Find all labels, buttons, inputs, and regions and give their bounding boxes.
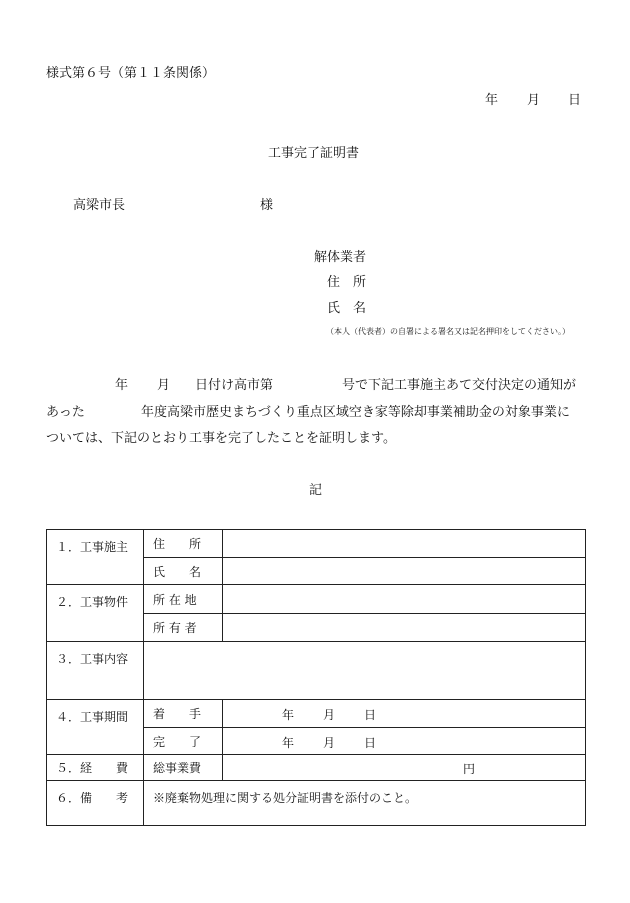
remarks-label: ６．備 考 [47,781,144,826]
ki-heading: 記 [309,483,323,498]
applicant-name-label: 氏 名 [327,301,367,316]
form-number: 様式第６号（第１１条関係） [46,66,216,81]
signature-note: （本人（代表者）の自署による署名又は記名押印をしてください。） [326,327,570,336]
table-row [47,530,586,558]
body-line-2 [46,405,585,421]
date-line [485,93,585,109]
expense-label: ５．経 費 [47,755,144,781]
property-location-field[interactable] [223,585,586,614]
start-year: 年 [282,708,295,722]
owner-address-field[interactable] [223,530,586,558]
page-title: 工事完了証明書 [268,146,360,161]
completion-month: 月 [323,736,336,750]
work-content-label: ３．工事内容 [47,642,144,700]
start-day: 日 [364,708,377,722]
remarks-note: ※廃棄物処理に関する処分証明書を添付のこと。 [144,781,586,826]
start-label: 着 手 [144,700,223,728]
body-dai: 第 [260,378,274,393]
table-row [47,642,586,700]
property-location-label: 所 在 地 [144,585,223,614]
owner-label: １．工事施主 [47,530,144,585]
table-row [47,781,586,826]
body-line-1 [46,378,585,394]
work-period-label: ４．工事期間 [47,700,144,755]
yen-unit: 円 [463,762,476,776]
owner-address-label: 住 所 [144,530,223,558]
total-cost-field[interactable] [223,755,586,781]
property-owner-label: 所 有 者 [144,614,223,642]
completion-year: 年 [282,736,295,750]
completion-day: 日 [364,736,377,750]
owner-name-label: 氏 名 [144,558,223,585]
work-content-field[interactable] [144,642,586,700]
date-day: 日 [568,93,582,108]
body-year: 年 [115,378,129,393]
body-line-3: ついては、下記のとおり工事を完了したことを証明します。 [46,431,396,446]
start-month: 月 [323,708,336,722]
property-label: ２．工事物件 [47,585,144,642]
body-line2-rest: 年度高梁市歴史まちづくり重点区域空き家等除却事業補助金の対象事業に [141,405,570,420]
body-dated: 日付け高市 [195,378,261,393]
body-line1-rest: 号で下記工事施主あて交付決定の通知が [342,378,577,393]
applicant-role: 解体業者 [314,250,367,265]
date-month: 月 [527,93,541,108]
completion-date-field[interactable] [223,728,586,755]
addressee-honorific: 様 [260,198,274,213]
addressee-name: 高梁市長 [73,198,126,213]
table-row [47,585,586,614]
property-owner-field[interactable] [223,614,586,642]
start-date-field[interactable] [223,700,586,728]
table-row [47,755,586,781]
owner-name-field[interactable] [223,558,586,585]
table-row [47,700,586,728]
applicant-address-label: 住 所 [327,275,367,290]
completion-label: 完 了 [144,728,223,755]
body-line2-start: あった [46,405,85,420]
body-month: 月 [157,378,171,393]
date-year: 年 [485,93,499,108]
total-cost-label: 総事業費 [144,755,223,781]
work-details-table [46,529,586,826]
